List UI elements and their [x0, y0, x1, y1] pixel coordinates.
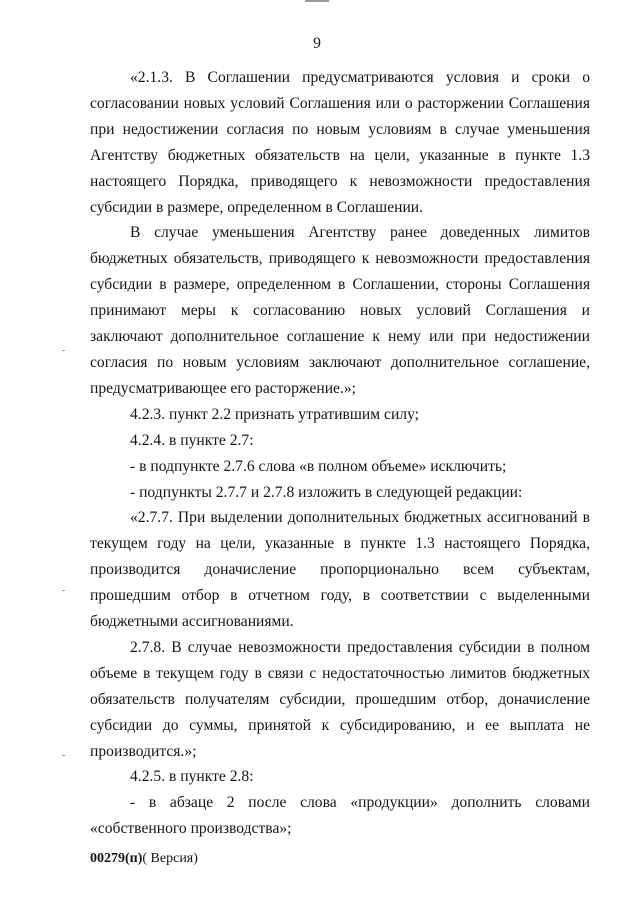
document-body: [90, 65, 590, 842]
scan-artifact-top: [305, 0, 329, 2]
paragraph-2-1-3: «2.1.3. В Соглашении предусматриваются условия и сроки о согласовании новых условий Соглашения или о расторжении Соглашения при недостижении согласия по новым условиям в случае уменьшения Агентству бюджетных обязательств на цели, указанные в пункте 1.3 настоящего Порядка, приводящего к невозможности предоставления субсидии в размере, определенном в Соглашении.: [90, 69, 590, 216]
paragraph-2-7-6-item: - в подпункте 2.7.6 слова «в полном объеме» исключить;: [130, 457, 507, 475]
paragraph-limit-reduction: В случае уменьшения Агентству ранее доведенных лимитов бюджетных обязательств, приводящего к невозможности предоставления субсидии в размере, определенном в Соглашении, стороны Соглашения принимают меры к согласованию новых условий Соглашения и заключают дополнительное соглашение к нему или при недостижении согласия по новым условиям заключают дополнительное соглашение, предусматривающее его расторжение.»;: [90, 224, 590, 397]
paragraph-abzac-2-item: - в абзаце 2 после слова «продукции» дополнить словами «собственного производства»;: [90, 794, 590, 838]
scan-artifact-left-1: [62, 350, 65, 351]
paragraph-2-7-7-2-7-8-item: - подпункты 2.7.7 и 2.7.8 изложить в следующей редакции:: [130, 483, 523, 501]
footer-document-code: 00279(п): [90, 851, 143, 866]
paragraph-4-2-5: 4.2.5. в пункте 2.8:: [130, 768, 254, 786]
paragraph-2-7-7: «2.7.7. При выделении дополнительных бюджетных ассигнований в текущем году на цели, указанные в пункте 1.3 настоящего Порядка, производится доначисление пропорционально всем субъектам, прошедшим отбор в отчетном году, в соответствии с выделенными бюджетными ассигнованиями.: [90, 509, 590, 631]
paragraph-2-7-8: 2.7.8. В случае невозможности предоставления субсидии в полном объеме в текущем году в связи с недостаточностью лимитов бюджетных обязательств получателям субсидии, прошедшим отбор, доначисление субсидии до суммы, принятой к субсидированию, и ее выплата не производится.»;: [90, 638, 590, 760]
page-number: 9: [313, 35, 321, 52]
scan-artifact-left-2: [62, 590, 65, 591]
paragraph-4-2-4: 4.2.4. в пункте 2.7:: [130, 431, 254, 449]
footer-version: ( Версия): [142, 851, 198, 866]
paragraph-4-2-3: 4.2.3. пункт 2.2 признать утратившим силу;: [130, 405, 420, 423]
scan-artifact-left-3: [62, 755, 65, 756]
footer: [90, 851, 198, 867]
